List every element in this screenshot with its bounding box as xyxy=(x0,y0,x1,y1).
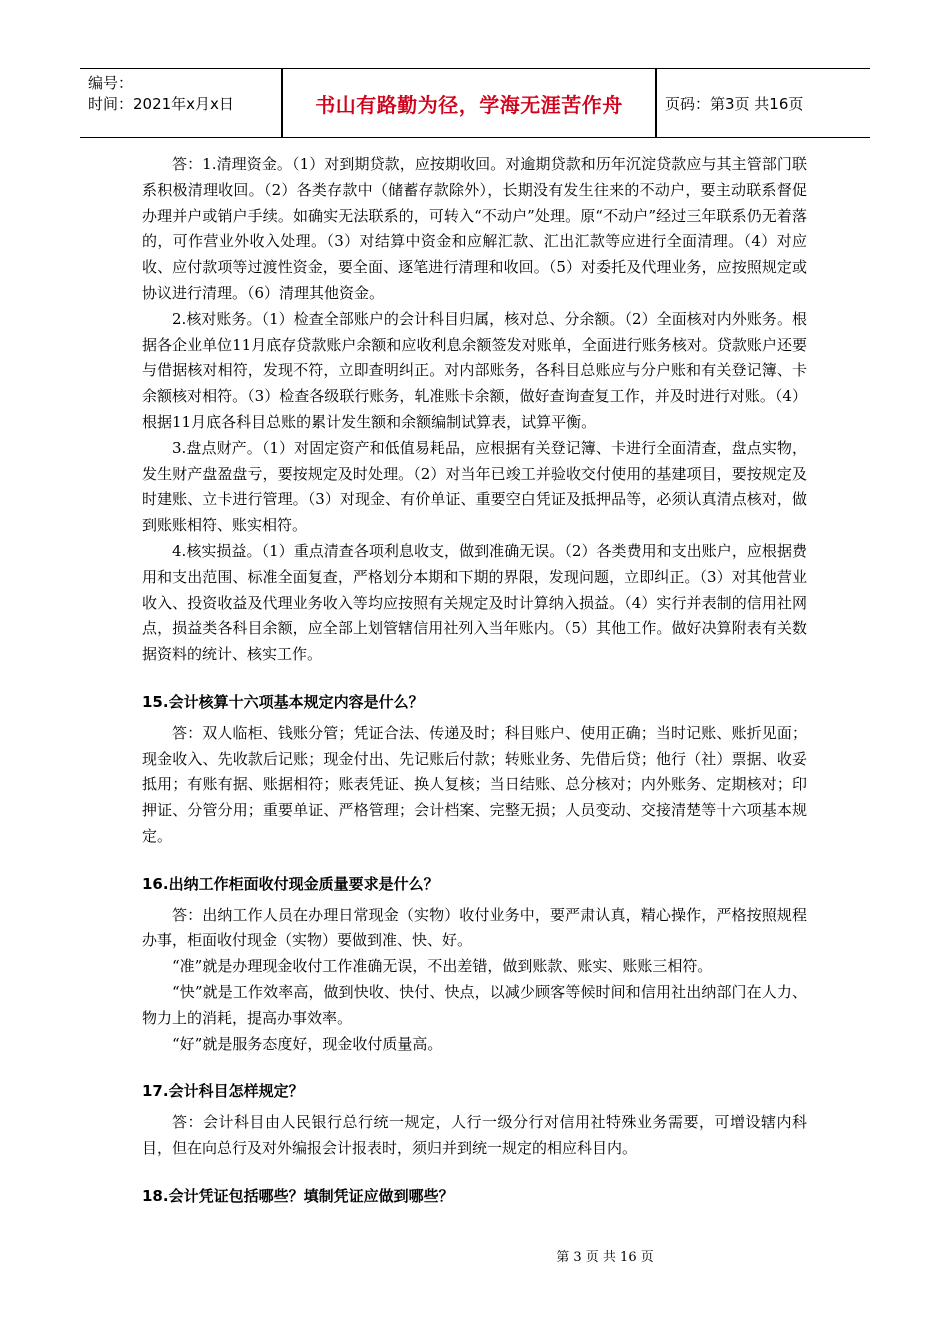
answer-paragraph: “快”就是工作效率高，做到快收、快付、快点，以减少顾客等候时间和信用社出纳部门在人力、物力上的消耗，提高办事效率。 xyxy=(142,982,807,1027)
header-number-label: 编号： xyxy=(88,74,134,92)
footer-page-number: 第 3 页 共 16 页 xyxy=(556,1250,654,1265)
answer-paragraph: 答：会计科目由人民银行总行统一规定，人行一级分行对信用社特殊业务需要，可增设辖内科目，但在向总行及对外编报会计报表时，须归并到统一规定的相应科目内。 xyxy=(142,1113,807,1157)
header-meta xyxy=(88,73,278,115)
answer-paragraph: 答：出纳工作人员在办理日常现金（实物）收付业务中，要严肃认真，精心操作，严格按照规程办事，柜面收付现金（实物）要做到准、快、好。 xyxy=(142,905,807,950)
answer-paragraph: 答：1.清理资金。（1）对到期贷款，应按期收回。对逾期贷款和历年沉淀贷款应与其主管部门联系积极清理收回。（2）各类存款中（储蓄存款除外），长期没有发生往来的不动户，要主动联系督促办理并户或销户手续。如确实无法联系的，可转入“不动户”处理。原“不动户”经过三年联系仍无着落的，可作营业外收入处理。（3）对结算中资金和应解汇款、汇出汇款等应进行全面清理。（4）对应收、应付款项等过渡性资金，要全面、逐笔进行清理和收回。（5）对委托及代理业务，应按照规定或协议进行清理。（6）清理其他资金。 xyxy=(142,155,807,302)
header-page-label: 页码：第3页 共16页 xyxy=(665,94,804,113)
answer-paragraph: 答：双人临柜、钱账分管；凭证合法、传递及时；科目账户、使用正确；当时记账、账折见面；现金收入、先收款后记账；现金付出、先记账后付款；转账业务、先借后贷；他行（社）票据、收妥抵用；有账有据、账据相符；账表凭证、换人复核；当日结账、总分核对；内外账务、定期核对；印押证、分管分用；重要单证、严格管理；会计档案、完整无损；人员变动、交接清楚等十六项基本规定。 xyxy=(142,723,807,845)
answer-paragraph: “准”就是办理现金收付工作准确无误，不出差错，做到账款、账实、账账三相符。 xyxy=(172,957,713,976)
question-heading: 17.会计科目怎样规定？ xyxy=(142,1082,304,1101)
document-body xyxy=(142,152,807,1214)
answer-paragraph: 4.核实损益。（1）重点清查各项利息收支，做到准确无误。（2）各类费用和支出账户，应根据费用和支出范围、标准全面复查，严格划分本期和下期的界限，发现问题，立即纠正。（3）对其他营业收入、投资收益及代理业务收入等均应按照有关规定及时计算纳入损益。（4）实行并表制的信用社网点，损益类各科目余额，应全部上划管辖信用社列入当年账内。（5）其他工作。做好决算附表有关数据资料的统计、核实工作。 xyxy=(142,541,807,664)
question-heading: 18.会计凭证包括哪些？填制凭证应做到哪些？ xyxy=(142,1186,454,1205)
answer-paragraph: “好”就是服务态度好，现金收付质量高。 xyxy=(172,1034,443,1053)
page-footer xyxy=(0,1246,950,1265)
page-header xyxy=(80,68,870,138)
header-motto: 书山有路勤为径，学海无涯苦作舟 xyxy=(315,92,623,117)
question-heading: 16.出纳工作柜面收付现金质量要求是什么？ xyxy=(142,874,439,893)
header-time-label: 时间：2021年x月x日 xyxy=(88,95,234,113)
answer-paragraph: 2.核对账务。（1）检查全部账户的会计科目归属，核对总、分余额。（2）全面核对内外账务。根据各企业单位11月底存贷款账户余额和应收利息余额签发对账单，全面进行账务核对。贷款账户还要与借据核对相符，发现不符，立即查明纠正。对内部账务，各科目总账应与分户账和有关登记簿、卡余额核对相符。（3）检查各级联行账务，轧准账卡余额，做好查询查复工作，并及时进行对账。（4）根据11月底各科目总账的累计发生额和余额编制试算表，试算平衡。 xyxy=(142,309,807,431)
header-divider xyxy=(655,69,657,137)
question-heading: 15.会计核算十六项基本规定内容是什么？ xyxy=(142,692,424,711)
answer-paragraph: 3.盘点财产。（1）对固定资产和低值易耗品，应根据有关登记簿、卡进行全面清查，盘点实物，发生财产盘盈盘亏，要按规定及时处理。（2）对当年已竣工并验收交付使用的基建项目，要按规定及时建账、立卡进行管理。（3）对现金、有价单证、重要空白凭证及抵押品等，必须认真清点核对，做到账账相符、账实相符。 xyxy=(142,438,807,535)
